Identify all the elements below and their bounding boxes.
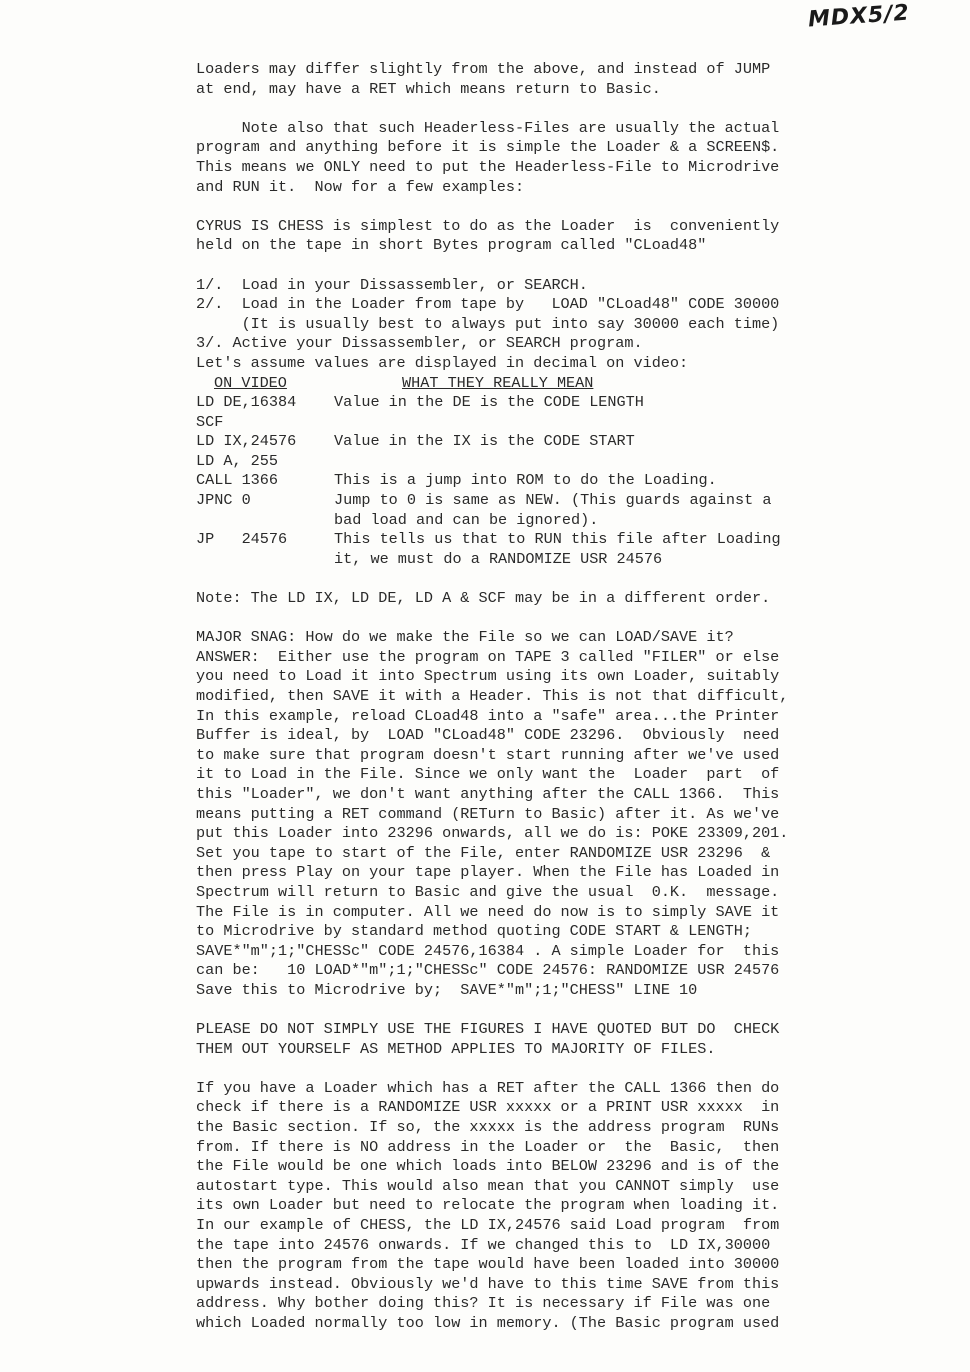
instruction-cell: JP 24576	[196, 530, 288, 549]
instruction-cell: LD A, 255	[196, 451, 279, 470]
disassembly-table	[196, 374, 846, 570]
text-line: this "Loader", we don't want anything after the CALL 1366. This	[196, 784, 780, 803]
text-line: at end, may have a RET which means return to Basic.	[196, 79, 661, 98]
meaning-cell: This is a jump into ROM to do the Loading.	[334, 471, 717, 490]
meaning-cell: it, we must do a RANDOMIZE USR 24576	[334, 549, 663, 568]
column-header-on-video: ON VIDEO	[214, 373, 287, 392]
paragraph-warning	[196, 1020, 846, 1059]
text-line: from. If there is NO address in the Loader or the Basic, then	[196, 1137, 780, 1156]
text-line: upwards instead. Obviously we'd have to this time SAVE from this	[196, 1274, 780, 1293]
table-row	[196, 413, 846, 433]
text-line: THEM OUT YOURSELF AS METHOD APPLIES TO MAJORITY OF FILES.	[196, 1039, 716, 1058]
table-row	[196, 393, 846, 413]
table-row	[196, 491, 846, 511]
instruction-cell: JPNC 0	[196, 491, 251, 510]
document-page	[196, 60, 846, 1334]
text-line: then press Play on your tape player. When the File has Loaded in	[196, 863, 780, 882]
text-line: to make sure that program doesn't start running after we've used	[196, 745, 780, 764]
table-row	[196, 530, 846, 550]
text-line: In our example of CHESS, the LD IX,24576 said Load program from	[196, 1216, 780, 1235]
text-line: the File would be one which loads into BELOW 23296 and is of the	[196, 1157, 780, 1176]
table-row	[196, 511, 846, 531]
paragraph-headerless-files	[196, 119, 846, 197]
text-line: The File is in computer. All we need do now is to simply SAVE it	[196, 902, 780, 921]
note-line: Note: The LD IX, LD DE, LD A & SCF may be in a different order.	[196, 589, 771, 608]
meaning-cell: Jump to 0 is same as NEW. (This guards against a	[334, 491, 772, 510]
meaning-cell: bad load and can be ignored).	[334, 510, 599, 529]
text-line: address. Why bother doing this? It is necessary if File was one	[196, 1294, 771, 1313]
text-line: you need to Load it into Spectrum using its own Loader, suitably	[196, 667, 780, 686]
text-line: Spectrum will return to Basic and give the usual 0.K. message.	[196, 882, 780, 901]
text-line: Buffer is ideal, by LOAD "CLoad48" CODE 23296. Obviously need	[196, 726, 780, 745]
paragraph-cyrus-chess	[196, 217, 846, 256]
table-header	[196, 374, 846, 394]
text-line: Set you tape to start of the File, enter RANDOMIZE USR 23296 &	[196, 843, 771, 862]
text-line: held on the tape in short Bytes program called "CLoad48"	[196, 236, 707, 255]
instruction-cell	[196, 550, 334, 570]
table-row	[196, 452, 846, 472]
paragraph-major-snag	[196, 628, 846, 1000]
text-line: then the program from the tape would have been loaded into 30000	[196, 1255, 780, 1274]
meaning-cell: This tells us that to RUN this file after Loading	[334, 530, 781, 549]
table-row	[196, 550, 846, 570]
step-item: 1/. Load in your Dissassembler, or SEARCH.	[196, 275, 588, 294]
text-line: Note also that such Headerless-Files are usually the actual	[196, 118, 780, 137]
paragraph-loaders-intro	[196, 60, 846, 99]
text-line: This means we ONLY need to put the Headerless-File to Microdrive	[196, 157, 780, 176]
table-row	[196, 432, 846, 452]
step-item: 2/. Load in the Loader from tape by LOAD "CLoad48" CODE 30000	[196, 295, 780, 314]
text-line: means putting a RET command (RETurn to Basic) after it. As we've	[196, 804, 780, 823]
table-row	[196, 471, 846, 491]
text-line: SAVE*"m";1;"CHESSc" CODE 24576,16384 . A simple Loader for this	[196, 941, 780, 960]
text-line: PLEASE DO NOT SIMPLY USE THE FIGURES I HAVE QUOTED BUT DO CHECK	[196, 1020, 780, 1039]
instruction-cell: SCF	[196, 412, 224, 431]
text-line: modified, then SAVE it with a Header. This is not that difficult,	[196, 687, 789, 705]
text-line: MAJOR SNAG: How do we make the File so we can LOAD/SAVE it?	[196, 628, 734, 647]
instruction-cell	[196, 511, 334, 531]
text-line: it to Load in the File. Since we only want the Loader part of	[196, 765, 780, 784]
text-line: and RUN it. Now for a few examples:	[196, 177, 525, 196]
instruction-cell: CALL 1366	[196, 471, 279, 490]
text-line: its own Loader but need to relocate the program when loading it.	[196, 1196, 780, 1215]
text-line: Loaders may differ slightly from the above, and instead of JUMP	[196, 60, 771, 78]
text-line: autostart type. This would also mean that you CANNOT simply use	[196, 1176, 780, 1195]
paragraph-ret-loader	[196, 1079, 846, 1334]
text-line: put this Loader into 23296 onwards, all we do is: POKE 23309,201.	[196, 824, 789, 843]
text-line: Save this to Microdrive by; SAVE*"m";1;"CHESS" LINE 10	[196, 980, 698, 999]
text-line: ANSWER: Either use the program on TAPE 3 called "FILER" or else	[196, 647, 780, 666]
text-line: If you have a Loader which has a RET after the CALL 1366 then do	[196, 1078, 780, 1097]
text-line: In this example, reload CLoad48 into a "safe" area...the Printer	[196, 706, 780, 725]
text-line: check if there is a RANDOMIZE USR xxxxx or a PRINT USR xxxxx in	[196, 1098, 780, 1117]
text-line: which Loaded normally too low in memory. (The Basic program used	[196, 1314, 780, 1332]
steps-list	[196, 276, 846, 374]
text-line: can be: 10 LOAD*"m";1;"CHESSc" CODE 24576: RANDOMIZE USR 24576	[196, 961, 780, 980]
step-item: 3/. Active your Dissassembler, or SEARCH program.	[196, 334, 643, 353]
text-line: the Basic section. If so, the xxxxx is the address program RUNs	[196, 1118, 780, 1137]
column-header-meaning: WHAT THEY REALLY MEAN	[402, 373, 594, 392]
text-line: to Microdrive by standard method quoting CODE START & LENGTH;	[196, 922, 752, 941]
handwritten-page-reference: MDX5/2	[807, 0, 911, 33]
meaning-cell: Value in the IX is the CODE START	[334, 432, 635, 451]
text-line: program and anything before it is simple the Loader & a SCREEN$.	[196, 138, 780, 157]
meaning-cell: Value in the DE is the CODE LENGTH	[334, 393, 644, 412]
step-item: (It is usually best to always put into say 30000 each time)	[196, 314, 780, 333]
text-line: the tape into 24576 onwards. If we changed this to LD IX,30000	[196, 1235, 771, 1254]
text-line: CYRUS IS CHESS is simplest to do as the Loader is conveniently	[196, 216, 780, 235]
step-item: Let's assume values are displayed in decimal on video:	[196, 353, 689, 372]
instruction-cell: LD DE,16384	[196, 393, 297, 412]
instruction-cell: LD IX,24576	[196, 432, 297, 451]
